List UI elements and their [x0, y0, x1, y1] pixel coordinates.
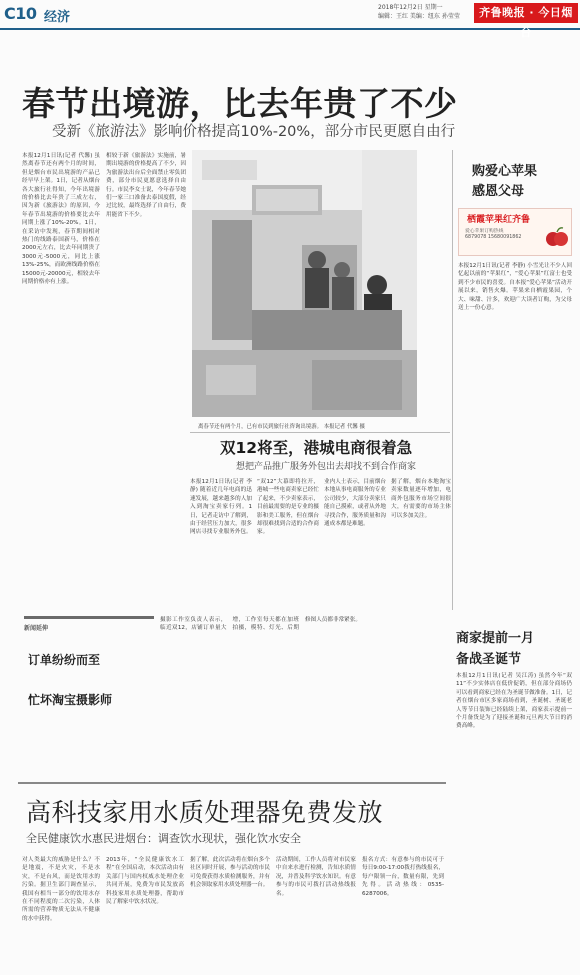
lead-headline: 春节出境游，比去年贵了不少 [22, 84, 458, 123]
apple-headline-1: 购爱心苹果 [472, 164, 538, 179]
photographer-headline-1: 订单纷纷而至 [28, 653, 101, 667]
masthead-editors: 编辑：王红 美编：纽东 孙莹莹 [378, 13, 460, 20]
apple-headline-2: 感恩父母 [472, 184, 525, 199]
lead-column-2: 相较于新《旅游法》实施前，暑期出境游的价格提高了不少，因为旅游法出台后全面禁止零负团费，部分市民更愿意选择自由行。市民李女士说，今年春节她们一家三口准备去泰国度假，经过比较，最终选择了自由行，费用能省下不少。 [106, 153, 186, 218]
water-subhead: 全民健康饮水惠民进烟台：调查饮水现状，强化饮水安全 [26, 832, 301, 845]
ecommerce-subhead: 想把产品推广服务外包出去却找不到合作商家 [236, 462, 417, 472]
lead-subhead: 受新《旅游法》影响价格提高10%-20%，部分市民更愿自由行 [52, 124, 456, 140]
water-column-1: 对人类最大的威胁是什么？不是地震，不是火灾，不是水灾，不是台风，而是饮用水的污染。据卫生部门调查显示，我国有相当一部分的饮用水存在不同程度的二次污染，人体所需的营养物质无法从不健康的水中获得。 [22, 857, 100, 922]
photographer-body: 摄影工作室负责人表示，临近双12，店铺订单量大增，工作室每天都在加班拍摄，模特、灯光、后期修图人员都非常紧张。 [160, 617, 361, 632]
sidebar-rule [452, 150, 453, 610]
christmas-headline-1: 商家提前一月 [456, 631, 535, 646]
ecommerce-headline: 双12将至，港城电商很着急 [220, 439, 413, 457]
water-column-5: 报名方式：有意参与的市民可于每日9:00-17:00拨打热线报名，每户限领一台，数量有限，先到先得。活动热线：0535-6287006。 [362, 857, 444, 897]
section-name: 经济 [44, 10, 71, 25]
travel-agency-photo [192, 150, 417, 417]
masthead [0, 0, 580, 39]
brand-logo: 齐鲁晚报 · 今日烟台 [474, 3, 578, 23]
apple-ad [458, 208, 572, 256]
ad-line-1: 爱心苹果订购热线 [465, 229, 504, 234]
water-column-4: 活动期间，工作人员将对市民家中自来水进行检测，告知水质情况，并普及科学饮水知识。有意参与的市民可拨打活动热线报名。 [276, 857, 356, 897]
photo-caption: 离春节还有两个月，已有市民到旅行社咨询出境游。 本报记者 代馨 摄 [198, 424, 365, 430]
ecommerce-column-4: 据了解，烟台本地淘宝卖家数量逐年增加，电商外包服务市场空间很大，有需要的市场主体可以多加关注。 [391, 479, 451, 519]
ad-title: 栖霞苹果红齐鲁 [467, 215, 531, 225]
feature-tag: 新闻延伸 [24, 625, 49, 632]
christmas-headline-2: 备战圣诞节 [456, 652, 522, 667]
water-column-3: 据了解，此次活动将在烟台多个社区同时开展，参与活动的市民可免费获得水质检测服务，并有机会领取家用水质处理器一台。 [190, 857, 270, 889]
water-column-2: 2013年，“全民健康饮水工程”在全国启动，本次活动由有关部门与国内权威水处理企业共同开展，免费为市民发放高科技家用水质处理器，帮助市民了解家中饮水状况。 [106, 857, 184, 906]
water-headline: 高科技家用水质处理器免费发放 [26, 798, 384, 827]
masthead-date: 2018年12月2日 星期一 [378, 4, 443, 11]
christmas-body: 本报12月1日讯(记者 吴江涛) 虽然今年“双11”不少实体店在低价促销，但在部分商场仍可以看到商家已经在为圣诞节做准备。1日，记者在烟台市区多家商场看到，圣诞树、圣诞老人等节日装饰已经陆续上架，商家表示提前一个月备货是为了迎接圣诞和元旦两大节日的消费高峰。 [456, 673, 572, 730]
photographer-box [24, 616, 154, 734]
page-number: C10 [4, 4, 37, 23]
photographer-headline-2: 忙坏淘宝摄影师 [28, 693, 113, 707]
lead-column-1: 本报12月1日讯(记者 代馨) 虽然离春节还有两个月的时间，但是烟台市民出境游的产品已经早早上架。1日，记者从烟台各大旅行社得知，今年出境游的价格比去年贵了三成左右，因为新《旅游法》的原因，今年春节出境游的价格要比去年同期上涨了10%-20%。1日，在采访中发现，春节期间相对热门的线路泰国新马，价格在2000元左右，比去年同期贵了3000元-5000元，同比上涨13%-25%，而欧洲线路价格在15000元-20000元，相较去年同期价格亦有上涨。 [22, 153, 100, 286]
apple-body: 本报12月1日讯(记者 李静) 小雪光让不少人回忆起以前的“苹果红”，“爱心苹果”红富士也受到不少市民的喜爱。自本报“爱心苹果”活动开展以来，销售火爆。苹果来自栖霞果园，个大、味甜、汁多，欢迎广大读者订购，为父母送上一份心意。 [458, 263, 572, 312]
ad-phone: 6879078 15680091862 [465, 235, 522, 240]
ecommerce-column-1: 本报12月1日讯(记者 李静) 随着近几年电商的迅速发展，越来越多的人加入到淘宝卖家行列。1日，记者走访中了解到，由于经营压力加大，很多网店寻找专业服务外包。 [190, 479, 252, 536]
ecommerce-column-2: “双12”大幕即将拉开，港城一些电商卖家已经忙了起来，不少卖家表示，目前最需要的是专业的摄影和美工服务，但在烟台却很难找到合适的合作商家。 [257, 479, 319, 536]
story2-top-rule [190, 432, 450, 433]
masthead-meta [378, 3, 474, 21]
apple-icon [545, 225, 569, 249]
story4-top-rule [18, 782, 446, 784]
ecommerce-column-3: 业内人士表示，目前烟台本地从事电商服务的专业公司较少，大部分卖家只能自己摸索，或者从外地寻找合作，服务质量和沟通成本都是难题。 [324, 479, 386, 528]
